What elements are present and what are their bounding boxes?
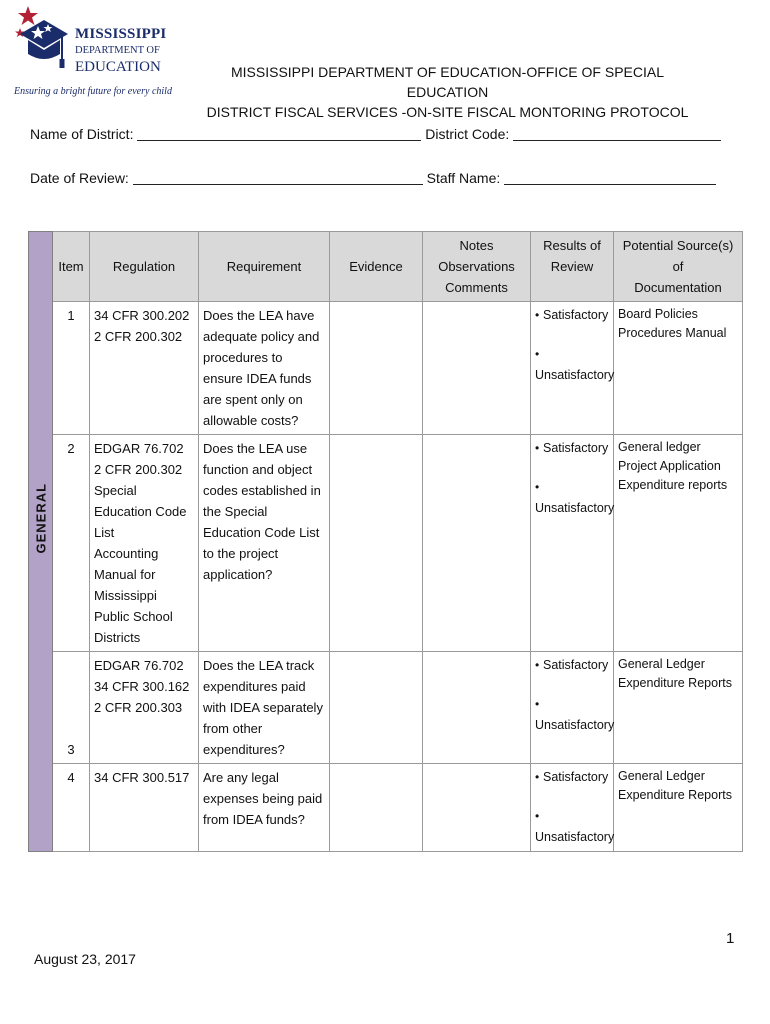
- regulation-line: Accounting Manual for Mississippi Public School Districts: [94, 546, 173, 645]
- title-line-2: DISTRICT FISCAL SERVICES -ON-SITE FISCAL MONTORING PROTOCOL: [206, 104, 689, 120]
- requirement-cell: Does the LEA track expenditures paid with IDEA separately from other expenditures?: [199, 652, 330, 764]
- regulation-cell: [90, 652, 199, 764]
- regulation-cell: [90, 764, 199, 852]
- results-cell: [531, 652, 614, 764]
- header-regulation: Regulation: [90, 232, 199, 302]
- result-label: Satisfactory: [543, 308, 609, 322]
- graduation-cap-star-icon: [12, 4, 74, 84]
- requirement-cell: Does the LEA have adequate policy and procedures to ensure IDEA funds are spent only on allowable costs?: [199, 302, 330, 435]
- district-code-field[interactable]: [513, 126, 721, 141]
- regulation-line: 2 CFR 200.302: [94, 462, 183, 477]
- evidence-cell[interactable]: [330, 435, 423, 652]
- result-option-satisfactory[interactable]: [535, 438, 609, 459]
- source-line: Expenditure Reports: [618, 788, 732, 802]
- regulation-line: Special Education Code List: [94, 483, 187, 540]
- header-evidence: Evidence: [330, 232, 423, 302]
- staff-name-field[interactable]: [504, 170, 716, 185]
- regulation-line: 34 CFR 300.162: [94, 679, 190, 694]
- regulation-cell: [90, 302, 199, 435]
- header-results: [531, 232, 614, 302]
- header-notes-line3: Comments: [445, 280, 508, 295]
- district-name-label: Name of District:: [30, 126, 134, 142]
- regulation-line: 34 CFR 300.202: [94, 308, 190, 323]
- regulation-line: EDGAR 76.702: [94, 658, 184, 673]
- header-notes-line2: Observations: [438, 259, 515, 274]
- result-label: Satisfactory: [543, 770, 609, 784]
- table-row: [29, 652, 743, 764]
- item-number: 4: [53, 764, 90, 852]
- review-date-label: Date of Review:: [30, 170, 129, 186]
- review-row: [30, 170, 716, 186]
- result-option-unsatisfactory[interactable]: [535, 806, 615, 848]
- sources-cell: [614, 435, 743, 652]
- bullet-icon: •: [535, 809, 540, 823]
- result-label: Unsatisfactory: [535, 368, 615, 382]
- result-option-satisfactory[interactable]: [535, 655, 609, 676]
- header-item: Item: [53, 232, 90, 302]
- bullet-icon: •: [535, 697, 540, 711]
- notes-cell[interactable]: [423, 302, 531, 435]
- result-label: Unsatisfactory: [535, 830, 615, 844]
- logo-text-line1: MISSISSIPPI: [75, 26, 167, 42]
- results-cell: [531, 764, 614, 852]
- title-line-1: MISSISSIPPI DEPARTMENT OF EDUCATION-OFFICE OF SPECIAL EDUCATION: [230, 64, 665, 100]
- section-sidebar: [29, 232, 53, 852]
- bullet-icon: •: [535, 658, 540, 672]
- district-row: [30, 126, 721, 142]
- results-cell: [531, 435, 614, 652]
- source-line: Board Policies: [618, 307, 698, 321]
- table-row: [29, 435, 743, 652]
- table-header-row: [29, 232, 743, 302]
- source-line: Procedures Manual: [618, 326, 727, 340]
- sources-cell: [614, 764, 743, 852]
- header-sources-line2: Documentation: [634, 280, 722, 295]
- footer-date: August 23, 2017: [34, 951, 136, 967]
- header-sources-line1: Potential Source(s) of: [622, 238, 734, 274]
- header-notes: [423, 232, 531, 302]
- district-name-field[interactable]: [137, 126, 421, 141]
- document-title: [200, 62, 695, 122]
- header-results-line1: Results of: [543, 238, 601, 253]
- staff-name-label: Staff Name:: [426, 170, 501, 186]
- protocol-table: [28, 231, 743, 852]
- notes-cell[interactable]: [423, 652, 531, 764]
- header-sources: [614, 232, 743, 302]
- logo-text-line3: EDUCATION: [75, 59, 161, 75]
- result-option-unsatisfactory[interactable]: [535, 477, 615, 519]
- evidence-cell[interactable]: [330, 652, 423, 764]
- source-line: General ledger: [618, 440, 701, 454]
- regulation-line: 2 CFR 200.303: [94, 700, 183, 715]
- bullet-icon: •: [535, 347, 540, 361]
- header-notes-line1: Notes: [459, 238, 494, 253]
- result-option-unsatisfactory[interactable]: [535, 344, 615, 386]
- result-option-unsatisfactory[interactable]: [535, 694, 615, 736]
- results-cell: [531, 302, 614, 435]
- bullet-icon: •: [535, 441, 540, 455]
- result-label: Satisfactory: [543, 441, 609, 455]
- header-results-line2: Review: [550, 259, 594, 274]
- section-label: GENERAL: [33, 482, 49, 554]
- notes-cell[interactable]: [423, 764, 531, 852]
- sources-cell: [614, 302, 743, 435]
- result-label: Unsatisfactory: [535, 501, 615, 515]
- source-line: Expenditure Reports: [618, 676, 732, 690]
- review-date-field[interactable]: [133, 170, 423, 185]
- bullet-icon: •: [535, 308, 540, 322]
- source-line: General Ledger: [618, 769, 705, 783]
- regulation-line: 2 CFR 200.302: [94, 329, 183, 344]
- item-number: 3: [53, 652, 90, 764]
- requirement-cell: Are any legal expenses being paid from IDEA funds?: [199, 764, 330, 852]
- result-option-satisfactory[interactable]: [535, 305, 609, 326]
- regulation-line: EDGAR 76.702: [94, 441, 184, 456]
- logo-text-line2: DEPARTMENT OF: [75, 45, 160, 56]
- regulation-cell: [90, 435, 199, 652]
- evidence-cell[interactable]: [330, 764, 423, 852]
- notes-cell[interactable]: [423, 435, 531, 652]
- logo-tagline: Ensuring a bright future for every child: [14, 86, 172, 97]
- result-option-satisfactory[interactable]: [535, 767, 609, 788]
- table-row: [29, 302, 743, 435]
- result-label: Satisfactory: [543, 658, 609, 672]
- bullet-icon: •: [535, 480, 540, 494]
- page-number: 1: [726, 930, 735, 947]
- source-line: Expenditure reports: [618, 478, 728, 492]
- table-row: [29, 764, 743, 852]
- bullet-icon: •: [535, 770, 540, 784]
- header-requirement: Requirement: [199, 232, 330, 302]
- evidence-cell[interactable]: [330, 302, 423, 435]
- source-line: General Ledger: [618, 657, 705, 671]
- result-label: Unsatisfactory: [535, 718, 615, 732]
- district-code-label: District Code:: [425, 126, 510, 142]
- regulation-line: 34 CFR 300.517: [94, 770, 190, 785]
- source-line: Project Application: [618, 459, 721, 473]
- item-number: 1: [53, 302, 90, 435]
- mde-logo: [12, 4, 172, 104]
- item-number: 2: [53, 435, 90, 652]
- sources-cell: [614, 652, 743, 764]
- requirement-cell: Does the LEA use function and object codes established in the Special Education Code List to the project application?: [199, 435, 330, 652]
